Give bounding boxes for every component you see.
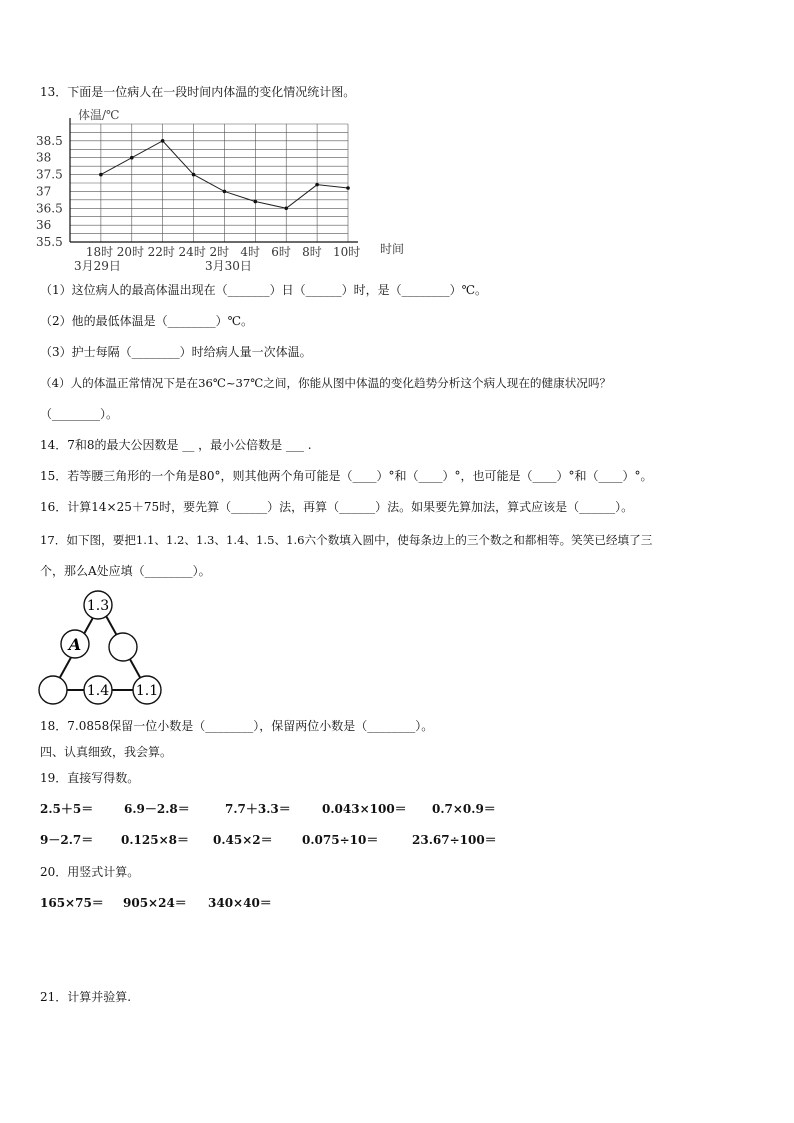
q20-item: 905×24＝ — [123, 896, 187, 910]
data-point — [130, 156, 134, 160]
x-tick-label: 18时 — [85, 245, 114, 259]
value-bottom-mid: 1.4 — [86, 683, 110, 699]
chart-date-label-2: 3月30日 — [205, 259, 252, 273]
y-tick-label: 38 — [36, 150, 52, 165]
section-4-title: 四、认真细致，我会算。 — [40, 745, 173, 759]
triangle-circles-diagram — [30, 588, 170, 710]
temperature-line-chart — [30, 104, 420, 276]
q19-title: 19．直接写得数。 — [40, 771, 140, 785]
q19-item: 0.043×100＝ — [322, 802, 407, 816]
q13-sub4-blank: （________）。 — [40, 407, 119, 421]
q19-item: 9－2.7＝ — [40, 833, 94, 847]
q13-sub2: （2）他的最低体温是（________）℃。 — [40, 314, 254, 328]
q19-item: 0.45×2＝ — [213, 833, 273, 847]
data-point — [254, 200, 258, 204]
value-a: A — [68, 635, 82, 654]
data-point — [346, 186, 350, 190]
q19-item: 0.7×0.9＝ — [432, 802, 496, 816]
data-point — [161, 139, 165, 143]
data-point — [284, 206, 288, 210]
x-tick-label: 22时 — [147, 245, 175, 259]
circle-bottom-left — [39, 676, 67, 704]
x-tick-label: 2时 — [209, 245, 230, 259]
x-tick-label: 4时 — [240, 245, 260, 259]
data-point — [223, 190, 227, 194]
q20-items — [40, 895, 272, 911]
y-tick-label: 36.5 — [36, 201, 63, 216]
q15: 15．若等腰三角形的一个角是80°，则其他两个角可能是（____）°和（____）°，也可能是（____）°和（____）°。 — [40, 469, 653, 483]
q19-item: 2.5＋5＝ — [40, 802, 94, 816]
circle-right-mid — [109, 633, 137, 661]
value-top: 1.3 — [86, 598, 110, 614]
data-point — [192, 173, 196, 177]
q17-line1: 17．如下图，要把1.1、1.2、1.3、1.4、1.5、1.6六个数填入圆中，使每条边上的三个数之和都相等。笑笑已经填了三 — [40, 533, 653, 547]
q19-item: 23.67÷100＝ — [412, 833, 497, 847]
q18: 18．7.0858保留一位小数是（________），保留两位小数是（________）。 — [40, 719, 434, 733]
q20-title: 20．用竖式计算。 — [40, 865, 140, 879]
chart-x-ticks — [86, 244, 360, 259]
chart-y-ticks — [36, 134, 63, 249]
x-tick-label: 10时 — [333, 245, 361, 259]
q13-sub4: （4）人的体温正常情况下是在36℃~37℃之间，你能从图中体温的变化趋势分析这个病人现在的健康状况吗？ — [40, 376, 612, 390]
x-tick-label: 24时 — [178, 245, 206, 259]
y-tick-label: 36 — [36, 218, 52, 233]
q19-item: 0.075÷10＝ — [302, 833, 379, 847]
q13-sub1: （1）这位病人的最高体温出现在（_______）日（______）时，是（________）℃。 — [40, 283, 488, 297]
chart-grid — [70, 118, 358, 242]
chart-y-label: 体温/℃ — [78, 108, 120, 122]
y-tick-label: 37.5 — [36, 167, 63, 182]
value-bottom-right: 1.1 — [135, 683, 159, 699]
q19-item: 6.9－2.8＝ — [124, 802, 190, 816]
q13-sub3: （3）护士每隔（________）时给病人量一次体温。 — [40, 345, 312, 359]
q19-item: 0.125×8＝ — [121, 833, 189, 847]
q19-row-2 — [40, 832, 497, 848]
x-tick-label: 6时 — [271, 245, 291, 259]
x-tick-label: 20时 — [116, 245, 145, 259]
q16: 16．计算14×25＋75时，要先算（______）法，再算（______）法。如果要先算加法，算式应该是（______）。 — [40, 500, 634, 514]
q17-line2: 个，那么A处应填（________）。 — [40, 564, 211, 578]
chart-x-label: 时间 — [380, 242, 405, 256]
q19-row-1 — [40, 801, 496, 817]
y-tick-label: 35.5 — [36, 235, 63, 249]
data-point — [99, 173, 103, 177]
chart-date-label-1: 3月29日 — [74, 259, 121, 273]
q19-item: 7.7＋3.3＝ — [225, 802, 291, 816]
y-tick-label: 38.5 — [36, 133, 63, 148]
q20-item: 340×40＝ — [208, 896, 272, 910]
q14: 14．7和8的最大公因数是 __ ，最小公倍数是 ___ . — [40, 438, 312, 452]
q20-item: 165×75＝ — [40, 896, 104, 910]
x-tick-label: 8时 — [302, 245, 322, 259]
data-point — [315, 183, 319, 187]
y-tick-label: 37 — [36, 184, 52, 199]
q21-title: 21．计算并验算. — [40, 990, 132, 1004]
q13-title: 13．下面是一位病人在一段时间内体温的变化情况统计图。 — [40, 85, 356, 99]
